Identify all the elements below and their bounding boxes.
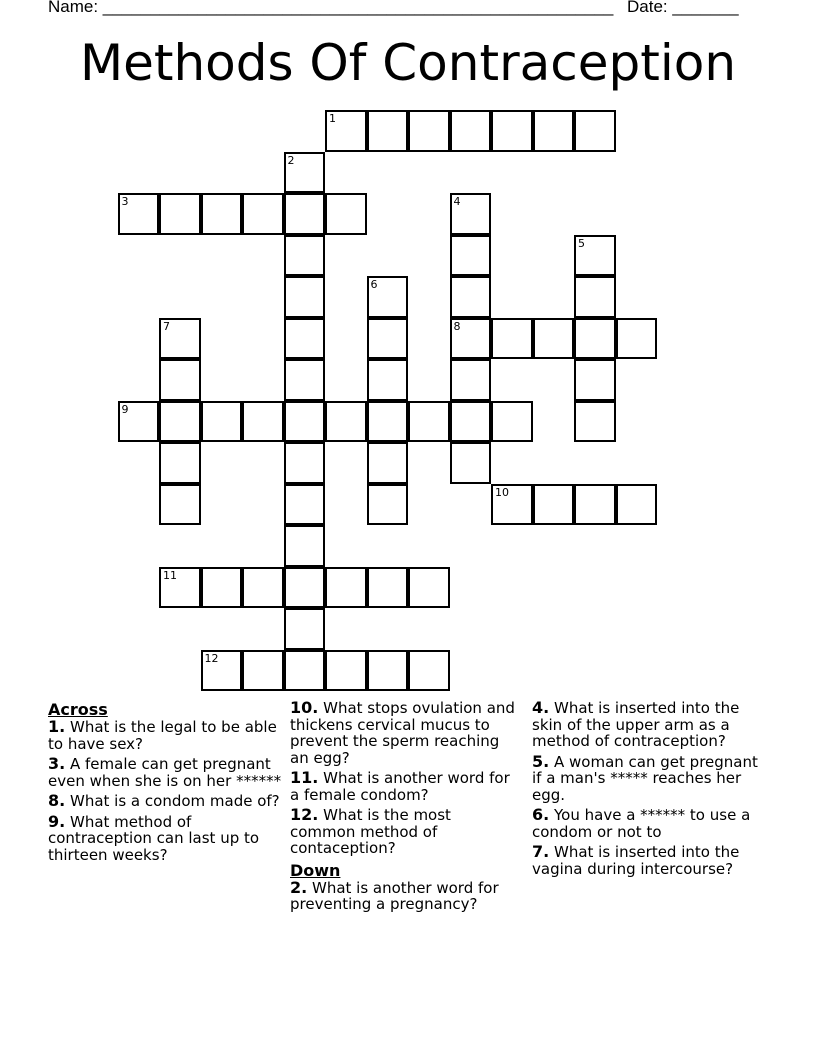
grid-cell[interactable]: [242, 567, 284, 609]
grid-cell[interactable]: [284, 650, 326, 692]
grid-cell[interactable]: [242, 650, 284, 692]
grid-cell[interactable]: [284, 608, 326, 650]
grid-cell[interactable]: [201, 401, 243, 443]
grid-cell[interactable]: [574, 401, 616, 443]
grid-cell[interactable]: [201, 650, 243, 692]
name-field[interactable]: Name: ______________________________________________________: [48, 0, 614, 16]
cell-number: 1: [329, 112, 336, 125]
grid-cell[interactable]: [450, 276, 492, 318]
grid-cell[interactable]: [450, 359, 492, 401]
grid-cell[interactable]: [533, 484, 575, 526]
grid-cell[interactable]: [118, 193, 160, 235]
clue-number: 6.: [532, 805, 550, 824]
grid-cell[interactable]: [450, 442, 492, 484]
clue-text: What is the legal to be able to have sex?: [48, 718, 277, 753]
clue-text: A woman can get pregnant if a man's ***** reaches her egg.: [532, 752, 758, 804]
clue-text: What is another word for preventing a pregnancy?: [290, 878, 499, 913]
grid-cell[interactable]: [408, 110, 450, 152]
grid-cell[interactable]: [159, 484, 201, 526]
clue-number: 5.: [532, 751, 550, 771]
grid-cell[interactable]: [367, 650, 409, 692]
grid-cell[interactable]: [616, 484, 658, 526]
grid-cell[interactable]: [491, 110, 533, 152]
grid-cell[interactable]: [242, 401, 284, 443]
grid-cell[interactable]: [284, 276, 326, 318]
page-title: Methods Of Contraception: [79, 34, 737, 92]
grid-cell[interactable]: [118, 401, 160, 443]
cell-number: 4: [453, 195, 461, 208]
grid-cell[interactable]: [491, 401, 533, 443]
clue-text: What is inserted into the vagina during intercourse?: [532, 843, 740, 878]
grid-cell[interactable]: [325, 401, 367, 443]
grid-cell[interactable]: [450, 318, 492, 360]
grid-cell[interactable]: [367, 567, 409, 609]
cell-number: 3: [121, 195, 129, 208]
grid-cell[interactable]: [367, 401, 409, 443]
clue-number: 4.: [532, 698, 550, 717]
grid-cell[interactable]: [367, 442, 409, 484]
clue-number: 11.: [290, 768, 319, 787]
clue-across-8: [48, 793, 284, 810]
cell-number: 5: [578, 236, 585, 250]
grid-cell[interactable]: [491, 318, 533, 360]
clue-number: 9.: [48, 811, 66, 831]
clue-down-7: [532, 844, 768, 877]
clue-column-3: [532, 700, 768, 881]
clue-down-4: [532, 700, 768, 750]
cell-number: 9: [121, 402, 129, 416]
grid-cell[interactable]: [408, 567, 450, 609]
grid-cell[interactable]: [574, 359, 616, 401]
grid-cell[interactable]: [574, 484, 616, 526]
grid-cell[interactable]: [201, 193, 243, 235]
grid-cell[interactable]: [325, 567, 367, 609]
grid-cell[interactable]: [408, 401, 450, 443]
clue-across-3: [48, 756, 284, 789]
grid-cell[interactable]: [284, 359, 326, 401]
cell-number: 6: [370, 278, 378, 291]
grid-cell[interactable]: [159, 567, 201, 609]
cell-number: 12: [204, 651, 219, 665]
grid-cell[interactable]: [325, 110, 367, 152]
grid-cell[interactable]: [450, 193, 492, 235]
grid-cell[interactable]: [533, 110, 575, 152]
clue-number: 2.: [290, 877, 308, 897]
grid-cell[interactable]: [201, 567, 243, 609]
clue-across-12: [290, 807, 520, 857]
grid-cell[interactable]: [284, 193, 326, 235]
grid-cell[interactable]: [533, 318, 575, 360]
clue-text: What is another word for a female condom?: [290, 769, 510, 804]
grid-cell[interactable]: [367, 110, 409, 152]
clue-column-2: [290, 700, 520, 917]
clue-text: What stops ovulation and thickens cervical mucus to prevent the sperm reaching an egg?: [290, 699, 515, 767]
grid-cell[interactable]: [284, 525, 326, 567]
grid-cell[interactable]: [284, 484, 326, 526]
grid-cell[interactable]: [284, 235, 326, 277]
clue-down-2: [290, 877, 520, 913]
clue-number: 7.: [532, 842, 550, 861]
grid-cell[interactable]: [450, 235, 492, 277]
clue-column-1: [48, 700, 284, 867]
clue-across-10: [290, 700, 520, 766]
cell-number: 11: [163, 568, 177, 582]
clue-text: What is the most common method of contaception?: [290, 806, 451, 857]
grid-cell[interactable]: [159, 193, 201, 235]
grid-cell[interactable]: [367, 359, 409, 401]
grid-cell[interactable]: [284, 318, 326, 360]
grid-cell[interactable]: [491, 484, 533, 526]
cell-number: 10: [495, 485, 509, 499]
grid-cell[interactable]: [242, 193, 284, 235]
grid-cell[interactable]: [284, 442, 326, 484]
grid-cell[interactable]: [408, 650, 450, 692]
grid-cell[interactable]: [159, 401, 201, 443]
clue-number: 10.: [290, 698, 319, 717]
cell-number: 2: [287, 153, 295, 167]
clue-number: 8.: [48, 791, 66, 810]
clue-text: What method of contraception can last up to thirteen weeks?: [48, 812, 260, 864]
date-field[interactable]: Date: _______: [627, 0, 739, 16]
clue-number: 3.: [48, 754, 66, 773]
grid-cell[interactable]: [159, 318, 201, 360]
clue-text: What is a condom made of?: [70, 792, 280, 810]
grid-cell[interactable]: [284, 152, 326, 194]
clue-text: What is inserted into the skin of the upper arm as a method of contraception?: [532, 699, 740, 750]
grid-cell[interactable]: [450, 401, 492, 443]
grid-cell[interactable]: [616, 318, 658, 360]
clue-across-1: [48, 719, 284, 752]
grid-cell[interactable]: [284, 401, 326, 443]
grid-cell[interactable]: [325, 193, 367, 235]
grid-cell[interactable]: [574, 318, 616, 360]
grid-cell[interactable]: [159, 442, 201, 484]
clue-text: A female can get pregnant even when she is on her ******: [48, 755, 282, 790]
grid-cell[interactable]: [367, 276, 409, 318]
grid-cell[interactable]: [574, 276, 616, 318]
grid-cell[interactable]: [574, 235, 616, 277]
clue-text: You have a ****** to use a condom or not to: [532, 806, 751, 841]
clue-down-6: [532, 807, 768, 840]
clue-across-11: [290, 770, 520, 803]
clue-down-5: [532, 751, 768, 804]
cell-number: 8: [453, 319, 461, 333]
grid-cell[interactable]: [159, 359, 201, 401]
clue-across-9: [48, 811, 284, 864]
down-heading: Down: [290, 860, 341, 880]
clue-number: 12.: [290, 805, 319, 824]
across-heading: Across: [48, 700, 108, 719]
grid-cell[interactable]: [574, 110, 616, 152]
grid-cell[interactable]: [284, 567, 326, 609]
grid-cell[interactable]: [325, 650, 367, 692]
grid-cell[interactable]: [367, 318, 409, 360]
clue-number: 1.: [48, 717, 66, 736]
cell-number: 7: [163, 319, 170, 333]
grid-cell[interactable]: [450, 110, 492, 152]
grid-cell[interactable]: [367, 484, 409, 526]
